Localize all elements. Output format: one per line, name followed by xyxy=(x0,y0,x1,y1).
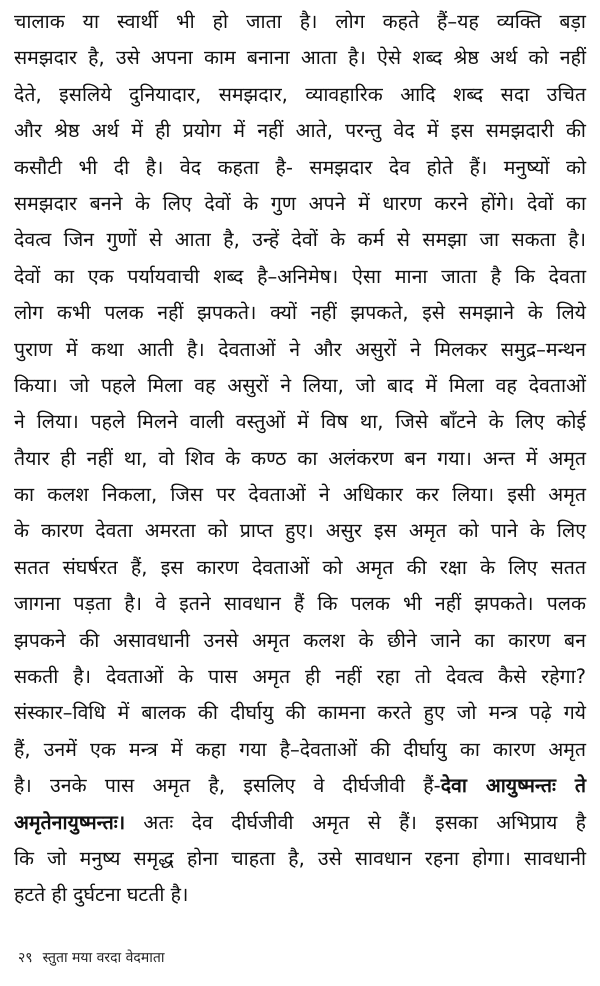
text-line-13: तैयार ही नहीं था, वो शिव के कण्ठ का अलंकरण बन गया। अन्त में अमृत xyxy=(14,446,586,470)
text-line-6: समझदार बनने के लिए देवों के गुण अपने में धारण करने होंगे। देवों का xyxy=(14,191,586,215)
text-line-18: झपकने की असावधानी उनसे अमृत कलश के छीने जाने का कारण बन xyxy=(14,628,586,652)
text-line-11: किया। जो पहले मिला वह असुरों ने लिया, जो बाद में मिला वह देवताओं xyxy=(14,373,586,397)
text-line-7: देवत्व जिन गुणों से आता है, उन्हें देवों के कर्म से समझा जा सकता है। xyxy=(14,228,586,252)
page-footer xyxy=(18,948,164,968)
text-line-25: हटते ही दुर्घटना घटती है। xyxy=(14,883,189,907)
text-line-14: का कलश निकला, जिस पर देवताओं ने अधिकार कर लिया। इसी अमृत xyxy=(14,483,586,507)
text-line-8: देवों का एक पर्यायवाची शब्द है–अनिमेष। ऐसा माना जाता है कि देवता xyxy=(14,264,586,288)
mantra-quote-part-1: देवा आयुष्मन्तः ते xyxy=(440,774,587,798)
text-line-9: लोग कभी पलक नहीं झपकते। क्यों नहीं झपकते, इसे समझाने के लिये xyxy=(14,301,586,325)
text-line-10: पुराण में कथा आती है। देवताओं ने और असुरों ने मिलकर समुद्र–मन्थन xyxy=(14,337,586,361)
text-line-15: के कारण देवता अमरता को प्राप्त हुए। असुर इस अमृत को पाने के लिए xyxy=(14,519,586,543)
text-line-19: सकती है। देवताओं के पास अमृत ही नहीं रहा तो देवत्व कैसे रहेगा? xyxy=(14,665,586,689)
book-title: स्तुता मया वरदा वेदमाता xyxy=(42,950,165,966)
text-line-22 xyxy=(14,768,586,804)
text-line-23-plain: अतः देव दीर्घजीवी अमृत से हैं। इसका अभिप्राय है xyxy=(125,810,586,834)
page-number: २९ xyxy=(18,950,33,966)
mantra-quote-part-2: अमृतेनायुष्मन्तः। xyxy=(14,810,126,834)
text-line-21: हैं, उनमें एक मन्त्र में कहा गया है–देवताओं की दीर्घायु का कारण अमृत xyxy=(14,737,586,761)
text-line-2: समझदार है, उसे अपना काम बनाना आता है। ऐसे शब्द श्रेष्ठ अर्थ को नहीं xyxy=(14,46,586,70)
text-line-3: देते, इसलिये दुनियादार, समझदार, व्यावहारिक आदि शब्द सदा उचित xyxy=(14,82,586,106)
text-line-1: चालाक या स्वार्थी भी हो जाता है। लोग कहते हैं–यह व्यक्ति बड़ा xyxy=(14,10,586,33)
text-line-20: संस्कार–विधि में बालक की दीर्घायु की कामना करते हुए जो मन्त्र पढ़े गये xyxy=(14,701,586,725)
text-line-24: कि जो मनुष्य समृद्ध होना चाहता है, उसे सावधान रहना होगा। सावधानी xyxy=(14,846,586,870)
text-line-23 xyxy=(14,805,586,841)
text-line-4: और श्रेष्ठ अर्थ में ही प्रयोग में नहीं आते, परन्तु वेद में इस समझदारी की xyxy=(14,119,586,143)
text-line-16: सतत संघर्षरत हैं, इस कारण देवताओं को अमृत की रक्षा के लिए सतत xyxy=(14,555,586,579)
text-line-17: जागना पड़ता है। वे इतने सावधान हैं कि पलक भी नहीं झपकते। पलक xyxy=(14,592,586,616)
text-line-5: कसौटी भी दी है। वेद कहता है- समझदार देव होते हैं। मनुष्यों को xyxy=(14,155,586,179)
text-line-22-plain: है। उनके पास अमृत है, इसलिए वे दीर्घजीवी हैं- xyxy=(14,774,441,798)
body-text xyxy=(14,4,586,914)
text-line-12: ने लिया। पहले मिलने वाली वस्तुओं में विष था, जिसे बाँटने के लिए कोई xyxy=(14,410,586,434)
